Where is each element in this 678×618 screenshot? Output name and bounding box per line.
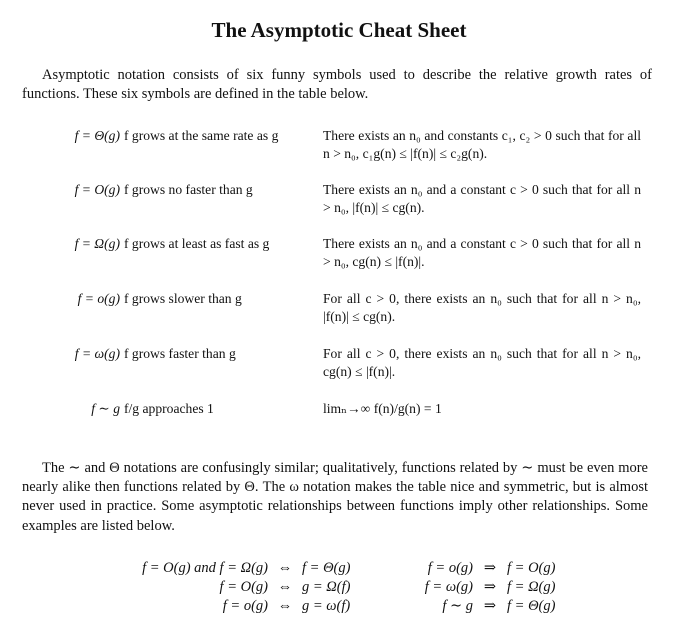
relation-lhs: f = o(g) <box>427 560 473 576</box>
relation-rhs: f = O(g) <box>507 560 556 576</box>
relation-row <box>86 597 366 616</box>
relation-row <box>86 559 366 578</box>
relation-rhs: g = ω(f) <box>302 598 351 614</box>
iff-icon: ⇔ <box>277 579 293 595</box>
definition-symbol: f ∼ g <box>91 401 120 416</box>
definition-formal: There exists an n₀ and a constant c > 0 such that for all n > n₀, |f(n)| ≤ cg(n). <box>323 182 641 215</box>
relations-right <box>405 559 605 616</box>
definition-formal: For all c > 0, there exists an n₀ such that for all n > n₀, cg(n) ≤ |f(n)|. <box>323 346 641 379</box>
definition-meaning: f grows at least as fast as g <box>124 236 270 251</box>
relation-rhs: g = Ω(f) <box>302 579 351 595</box>
iff-icon: ⇔ <box>277 560 293 576</box>
definition-formal: For all c > 0, there exists an n₀ such that for all n > n₀, |f(n)| ≤ cg(n). <box>323 291 641 324</box>
relation-rhs: f = Θ(g) <box>507 598 556 614</box>
definition-formal: There exists an n₀ and constants c₁, c₂ > 0 such that for all n > n₀, c₁g(n) ≤ |f(n)| ≤ c₂g(n). <box>323 128 641 161</box>
definition-formal: There exists an n₀ and a constant c > 0 such that for all n > n₀, cg(n) ≤ |f(n)|. <box>323 236 641 269</box>
intro-paragraph: Asymptotic notation consists of six funny symbols used to describe the relative growth rates of functions. These six symbols are defined in the table below. <box>22 67 652 102</box>
definition-symbol: f = O(g) <box>74 182 120 197</box>
relation-row <box>405 597 605 616</box>
iff-icon: ⇔ <box>277 598 293 614</box>
definition-meaning: f grows no faster than g <box>124 182 253 197</box>
implies-icon: ⇒ <box>483 579 497 595</box>
relation-row <box>86 578 366 597</box>
relation-row <box>405 559 605 578</box>
definition-symbol: f = Θ(g) <box>74 128 120 143</box>
implies-icon: ⇒ <box>483 560 497 576</box>
relation-lhs: f = O(g) <box>219 579 268 595</box>
relation-row <box>405 578 605 597</box>
implies-icon: ⇒ <box>483 598 497 614</box>
relation-lhs: f = O(g) and f = Ω(g) <box>142 560 268 576</box>
notation-paragraph: The ∼ and Θ notations are confusingly similar; qualitatively, functions related by ∼ must be even more nearly alike then functions related by Θ. The ω notation makes the table nice and symmetric, but is almost never used in practice. Some asymptotic relationships between functions imply other relationships. Some examples are listed below. <box>22 460 648 534</box>
definition-meaning: f/g approaches 1 <box>124 401 214 416</box>
relation-lhs: f = ω(g) <box>424 579 473 595</box>
relation-rhs: f = Ω(g) <box>507 579 556 595</box>
relation-lhs: f = o(g) <box>222 598 268 614</box>
definition-symbol: f = ω(g) <box>74 346 120 361</box>
definition-formal: limₙ→∞ f(n)/g(n) = 1 <box>323 401 442 416</box>
definition-meaning: f grows slower than g <box>124 291 242 306</box>
relation-lhs: f ∼ g <box>442 598 473 614</box>
page-title: The Asymptotic Cheat Sheet <box>211 18 467 42</box>
definition-meaning: f grows at the same rate as g <box>124 128 279 143</box>
definition-meaning: f grows faster than g <box>124 346 236 361</box>
relations-left <box>86 559 366 616</box>
definition-symbol: f = Ω(g) <box>74 236 120 251</box>
definition-symbol: f = o(g) <box>77 291 120 306</box>
relation-rhs: f = Θ(g) <box>302 560 351 576</box>
